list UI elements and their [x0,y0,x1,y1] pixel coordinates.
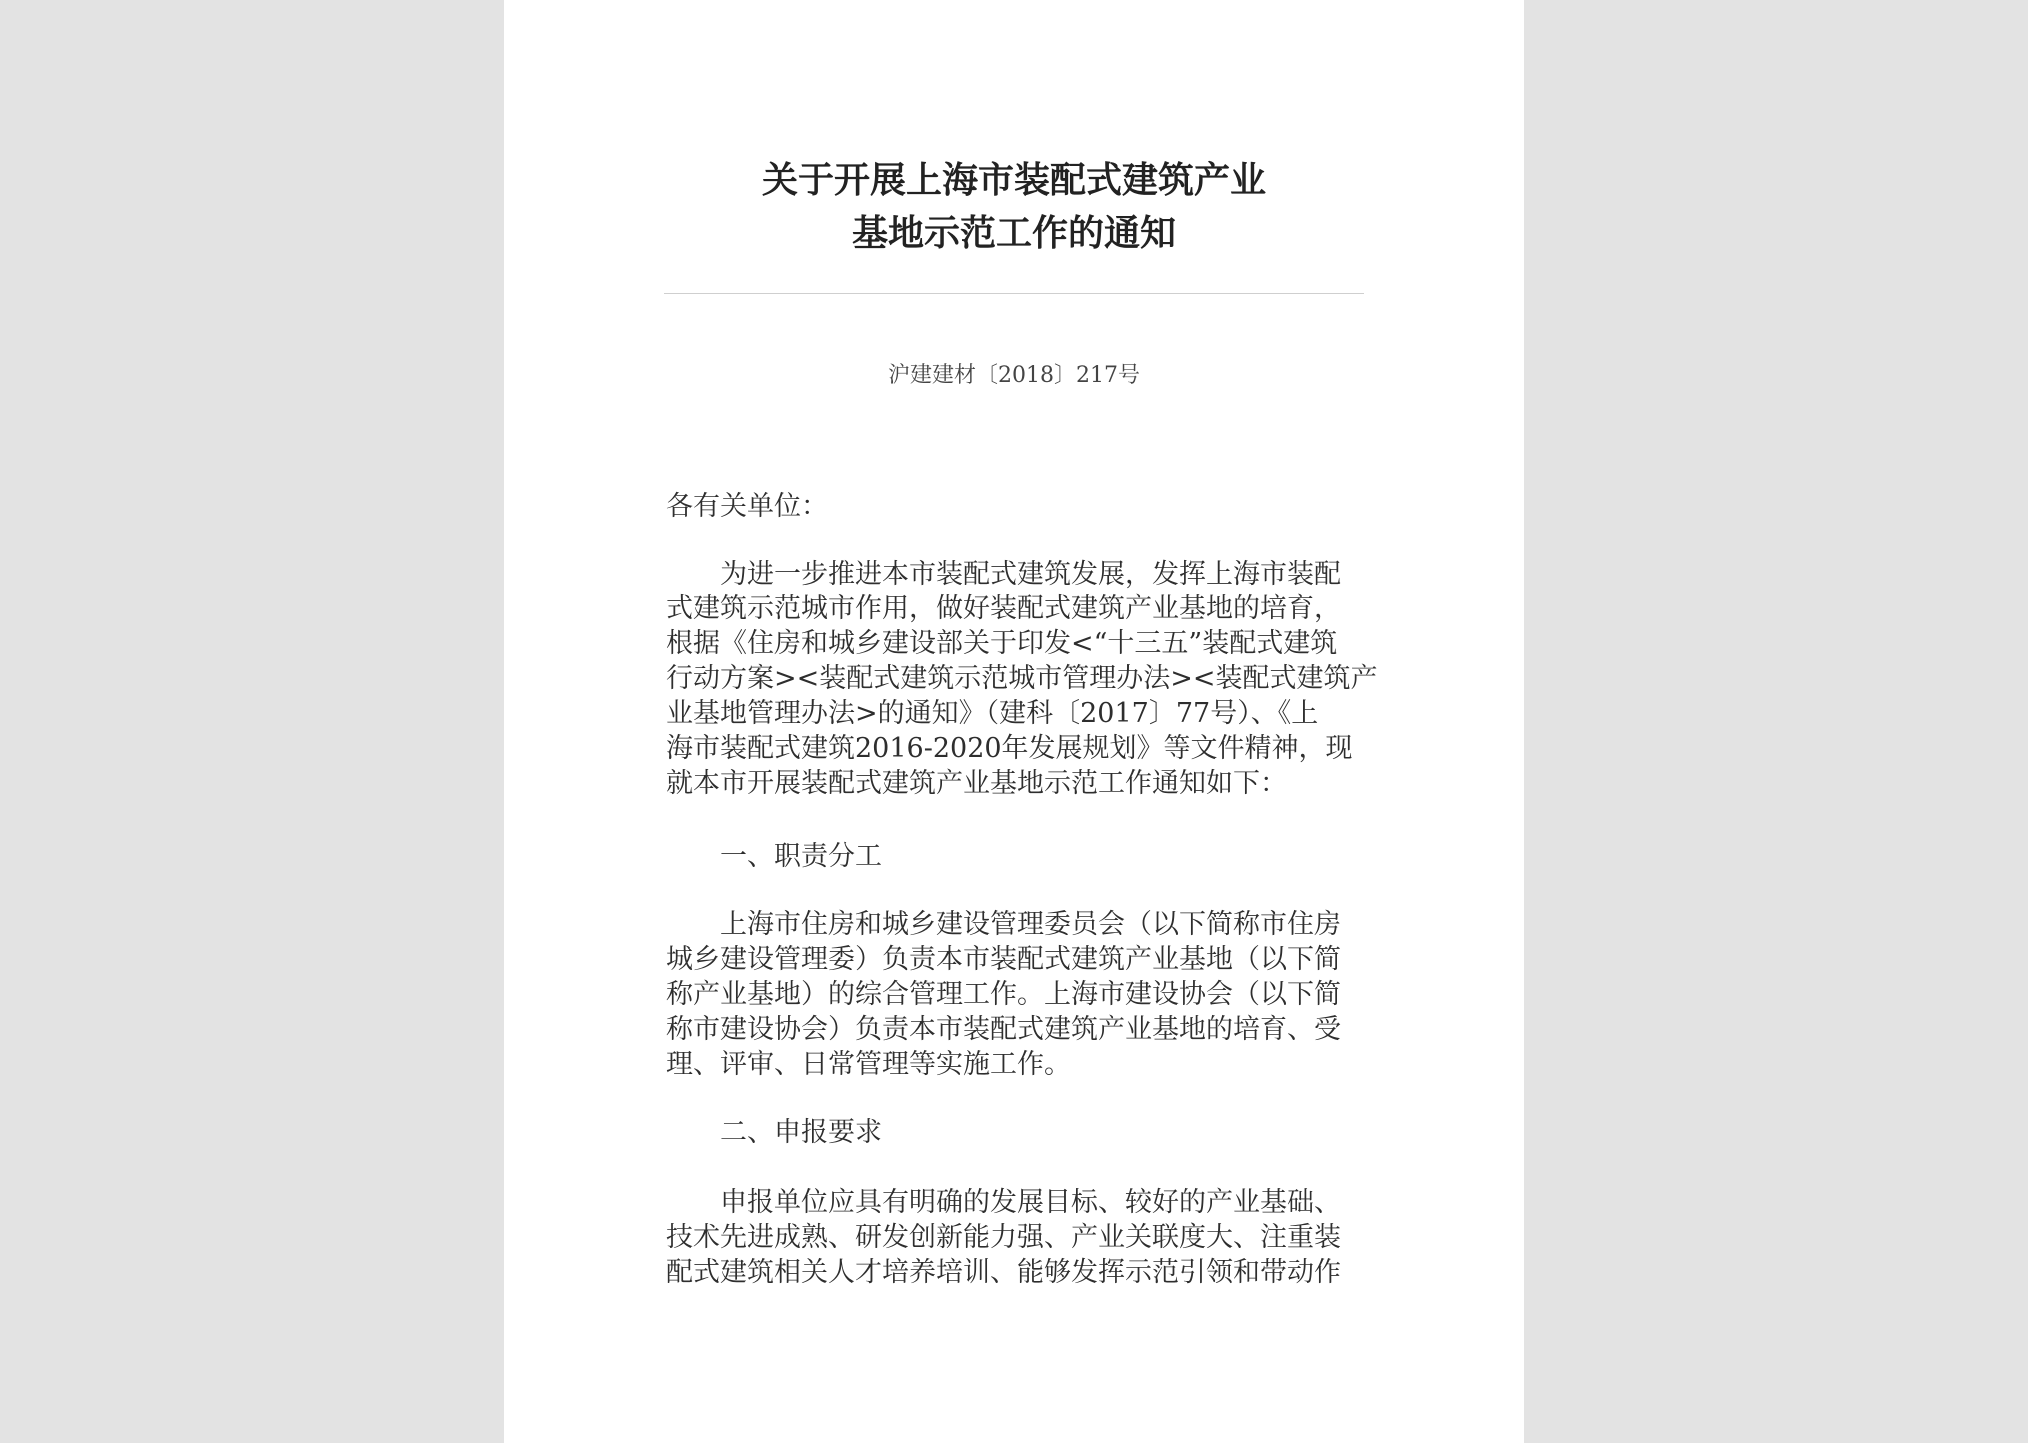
paragraph-2-line: 理、评审、日常管理等实施工作。 [666,1049,1071,1080]
paragraph-3-line: 申报单位应具有明确的发展目标、较好的产业基础、 [720,1187,1341,1218]
paragraph-1-line: 为进一步推进本市装配式建筑发展，发挥上海市装配 [720,559,1341,590]
document-number: 沪建建材〔2018〕217号 [888,363,1140,388]
paragraph-2-line: 城乡建设管理委）负责本市装配式建筑产业基地（以下简 [666,944,1341,975]
document-title-line-1: 关于开展上海市装配式建筑产业 [761,160,1266,201]
paragraph-2-line: 上海市住房和城乡建设管理委员会（以下简称市住房 [720,909,1341,940]
section-2-heading: 二、申报要求 [720,1117,882,1148]
paragraph-1-line: 业基地管理办法>的通知》（建科〔2017〕77号）、《上 [666,698,1319,729]
section-1-heading: 一、职责分工 [720,841,882,872]
document-page [504,0,1524,1443]
paragraph-1-line: 海市装配式建筑2016-2020年发展规划》等文件精神，现 [666,733,1353,764]
paragraph-1-line: 根据《住房和城乡建设部关于印发<“十三五”装配式建筑 [666,628,1338,659]
salutation: 各有关单位： [666,491,828,522]
paragraph-2-line: 称产业基地）的综合管理工作。上海市建设协会（以下简 [666,979,1341,1010]
paragraph-3-line: 技术先进成熟、研发创新能力强、产业关联度大、注重装 [666,1222,1341,1253]
paragraph-1-line: 式建筑示范城市作用，做好装配式建筑产业基地的培育， [666,593,1341,624]
paragraph-3-line: 配式建筑相关人才培养培训、能够发挥示范引领和带动作 [666,1257,1341,1288]
document-title-line-2: 基地示范工作的通知 [851,213,1176,254]
paragraph-1-line: 行动方案><装配式建筑示范城市管理办法><装配式建筑产 [666,663,1378,694]
paragraph-2-line: 称市建设协会）负责本市装配式建筑产业基地的培育、受 [666,1014,1341,1045]
paragraph-1-line: 就本市开展装配式建筑产业基地示范工作通知如下： [666,768,1287,799]
title-divider [664,293,1364,294]
